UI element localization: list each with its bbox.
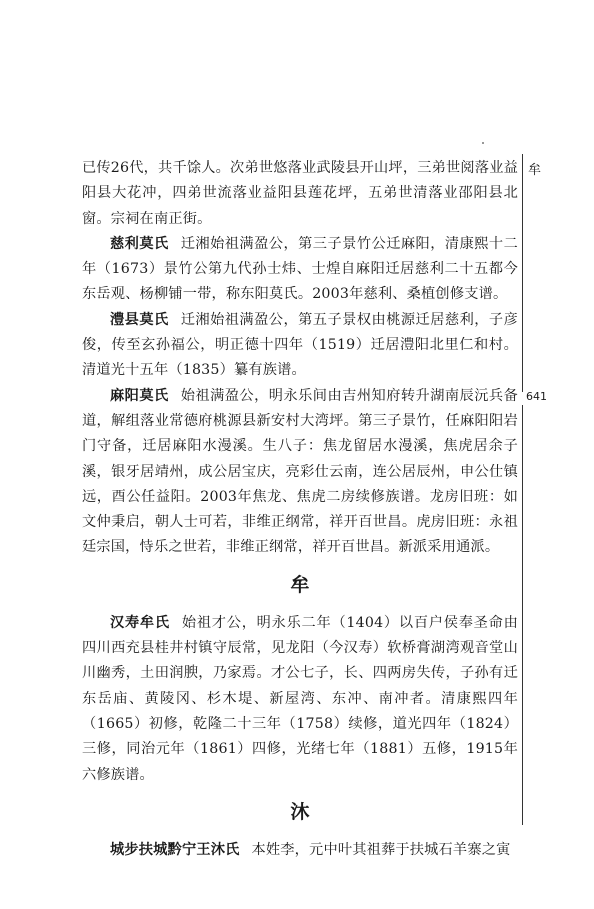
clan-description: 迁湘始祖满盈公，第三子景竹公迁麻阳，清康熙十二年（1673）景竹公第九代孙士炜、士煌自麻阳迁居慈利二十五都今东岳观、杨柳铺一带，称东阳莫氏。2003年慈利、桑植创修支谱。 <box>82 235 518 303</box>
running-head: 牟 <box>528 163 542 178</box>
surname-heading-mou: 牟 <box>290 573 310 596</box>
clan-name: 城步扶城黔宁王沐氏 <box>110 841 240 858</box>
clan-description: 本姓李，元中叶其祖葬于扶城石羊寨之寅 <box>251 841 511 858</box>
surname-heading-mu: 沐 <box>290 800 310 823</box>
clan-name: 麻阳莫氏 <box>110 387 169 404</box>
margin-rule-top <box>522 154 523 392</box>
clan-description: 始祖才公，明永乐二年（1404）以百户侯奉圣命由四川西充县桂井村镇守辰常，见龙阳（今汉寿）软桥膏湖湾观音堂山川幽秀，土田润腴，乃家焉。才公七子，长、四两房失传，子孙有迁东岳庙、黄陵冈、杉木堤、新屋湾、东冲、南冲者。清康熙四年（1665）初修，乾隆二十三年（1758）续修，道光四年（1824）三修，同治元年（1861）四修，光绪七年（1881）五修，1915年六修族谱。 <box>82 614 518 783</box>
intro-paragraph: 已传26代，共千馀人。次弟世悠落业武陵县开山坪，三弟世阅落业益阳县大花冲，四弟世流落业益阳县莲花坪，五弟世清落业邵阳县北窗。宗祠在南正街。 <box>82 160 518 227</box>
clan-name: 汉寿牟氏 <box>110 614 170 631</box>
clan-entry-chengbu-mu <box>82 838 518 863</box>
print-speck <box>482 142 484 144</box>
clan-description: 迁湘始祖满盈公，第五子景权由桃源迁居慈利，子彦俊，传至玄孙福公，明正德十四年（1519）迁居澧阳北里仁和村。清道光十五年（1835）纂有族谱。 <box>82 311 518 379</box>
page-number: 641 <box>526 390 547 403</box>
clan-entry-cili-mo <box>82 232 518 308</box>
main-text-column <box>82 156 518 863</box>
margin-rule-bottom <box>522 405 523 825</box>
clan-name: 慈利莫氏 <box>110 235 169 252</box>
clan-entry-lixian-mo <box>82 308 518 384</box>
clan-name: 澧县莫氏 <box>110 311 169 328</box>
clan-description: 始祖满盈公，明永乐间由吉州知府转升湖南辰沅兵备道，解组落业常德府桃源县新安村大湾坪。第三子景竹，任麻阳阳岩门守备，迁居麻阳水漫溪。生八子：焦龙留居水漫溪，焦虎居余子溪，银牙居靖州，成公居宝庆，亮彩仕云南，连公居辰州，申公仕镇远，酉公任益阳。2003年焦龙、焦虎二房续修族谱。龙房旧班：如文仲秉启，朝人士可若，非维正纲常，祥开百世昌。虎房旧班：永祖廷宗国，恃乐之世若，非维正纲常，祥开百世昌。新派采用通派。 <box>82 387 518 556</box>
clan-entry-mayang-mo <box>82 384 518 561</box>
clan-entry-hanshou-mou <box>82 611 518 788</box>
